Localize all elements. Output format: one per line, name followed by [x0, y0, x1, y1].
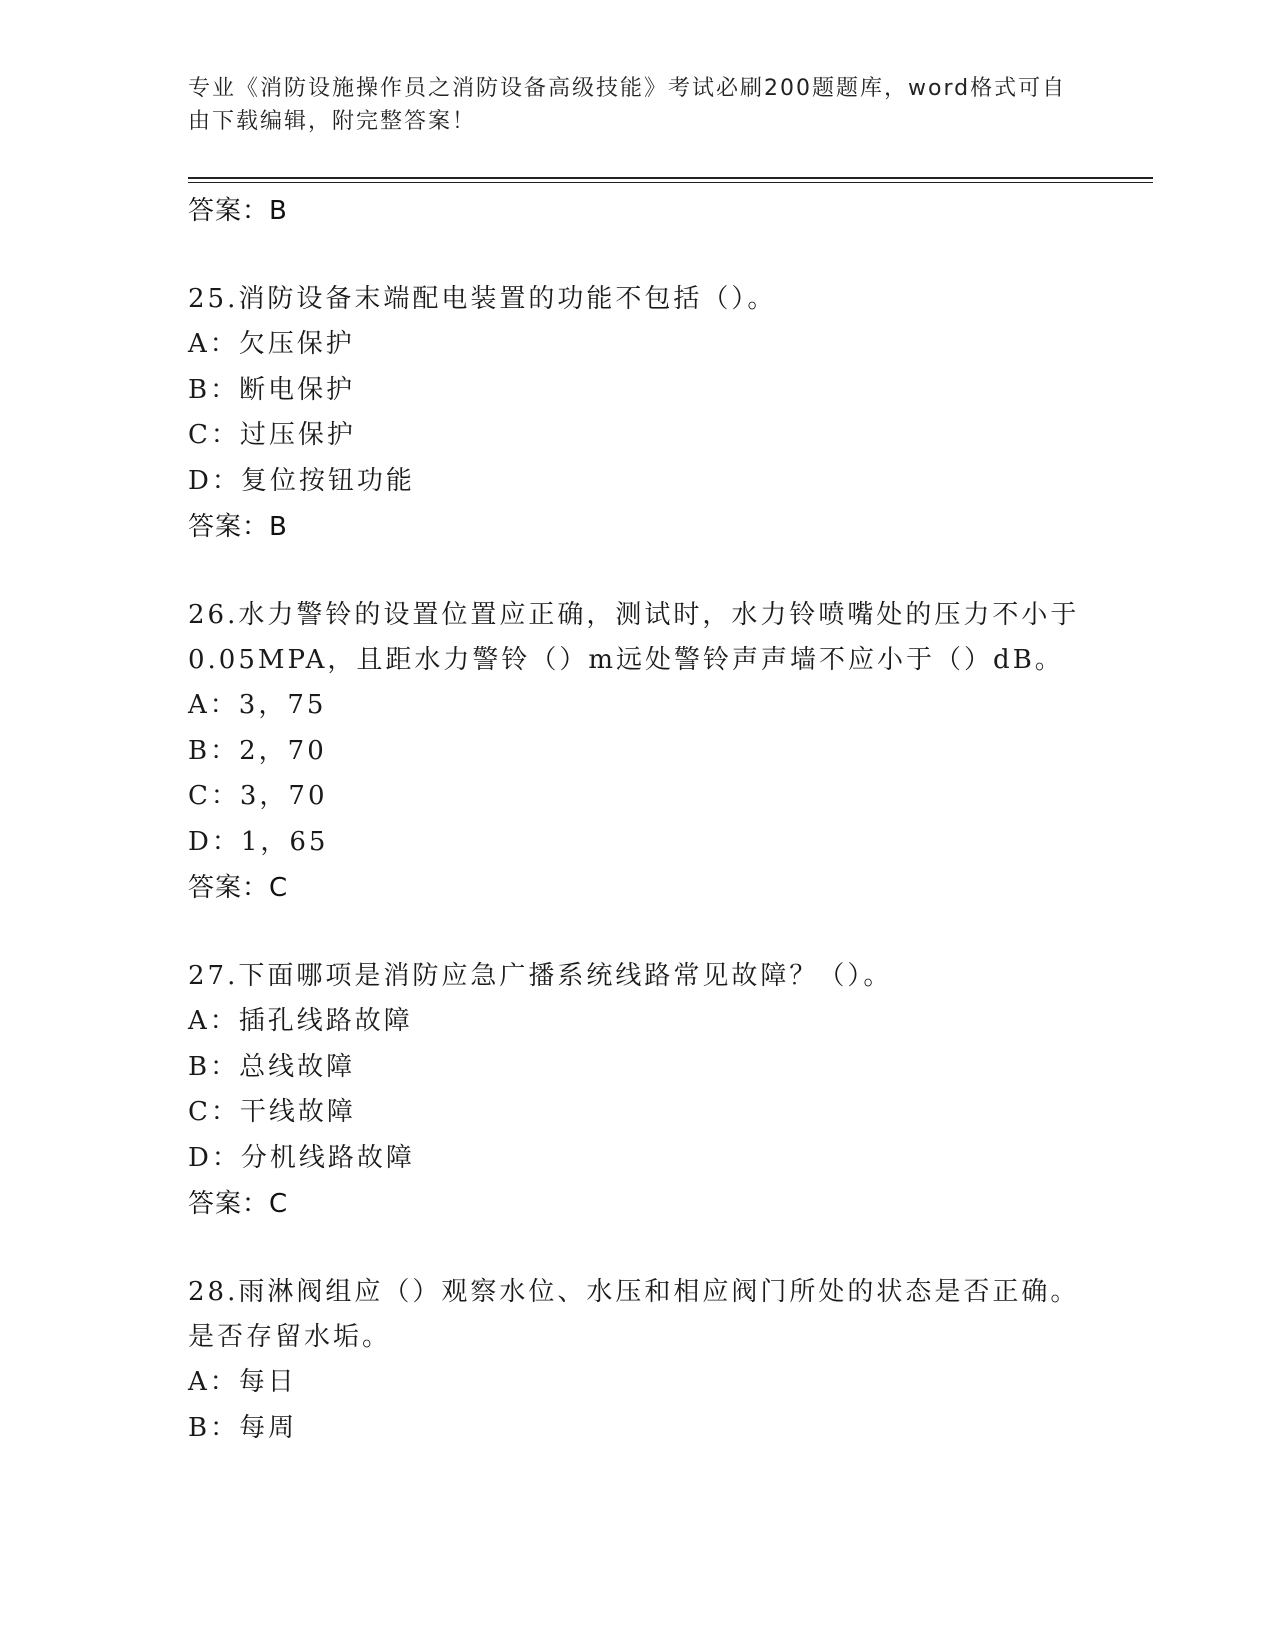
question-block — [188, 593, 1148, 911]
header-divider-thick — [188, 177, 1153, 179]
option-d: D：1，65 — [188, 826, 329, 857]
option-a: A：每日 — [188, 1367, 297, 1397]
question-block — [188, 1270, 1148, 1451]
question-list — [188, 188, 1148, 1451]
option-d: D：分机线路故障 — [188, 1142, 415, 1173]
document-header: 专业《消防设施操作员之消防设备高级技能》考试必刷200题题库，word格式可自由下载编辑，附完整答案！ — [188, 76, 1067, 134]
option-a: A：欠压保护 — [188, 329, 355, 359]
option-b: B：总线故障 — [188, 1051, 356, 1082]
option-a: A：3，75 — [188, 690, 327, 720]
header-divider-thin — [188, 182, 1153, 183]
option-b: B：2，70 — [188, 735, 327, 766]
option-b: B：每周 — [188, 1412, 298, 1443]
option-c: C：3，70 — [188, 781, 328, 811]
option-b: B：断电保护 — [188, 374, 356, 405]
question-text: 28.雨淋阀组应（）观察水位、水压和相应阀门所处的状态是否正确。是否存留水垢。 — [188, 1277, 1080, 1352]
question-block — [188, 954, 1148, 1227]
question-block — [188, 277, 1148, 550]
answer-line: 答案：B — [188, 196, 288, 226]
option-c: C：干线故障 — [188, 1097, 356, 1127]
question-text: 25.消防设备末端配电装置的功能不包括（）。 — [188, 284, 777, 314]
option-d: D：复位按钮功能 — [188, 465, 415, 496]
answer-line: 答案：C — [188, 873, 289, 903]
answer-line: 答案：B — [188, 512, 288, 542]
option-c: C：过压保护 — [188, 420, 356, 450]
answer-line: 答案：C — [188, 1189, 289, 1219]
question-text: 27.下面哪项是消防应急广播系统线路常见故障？（）。 — [188, 961, 893, 991]
option-a: A：插孔线路故障 — [188, 1006, 413, 1036]
question-text: 26.水力警铃的设置位置应正确，测试时，水力铃喷嘴处的压力不小于0.05MPA，且距水力警铃（）m远处警铃声声墙不应小于（）dB。 — [188, 600, 1080, 675]
